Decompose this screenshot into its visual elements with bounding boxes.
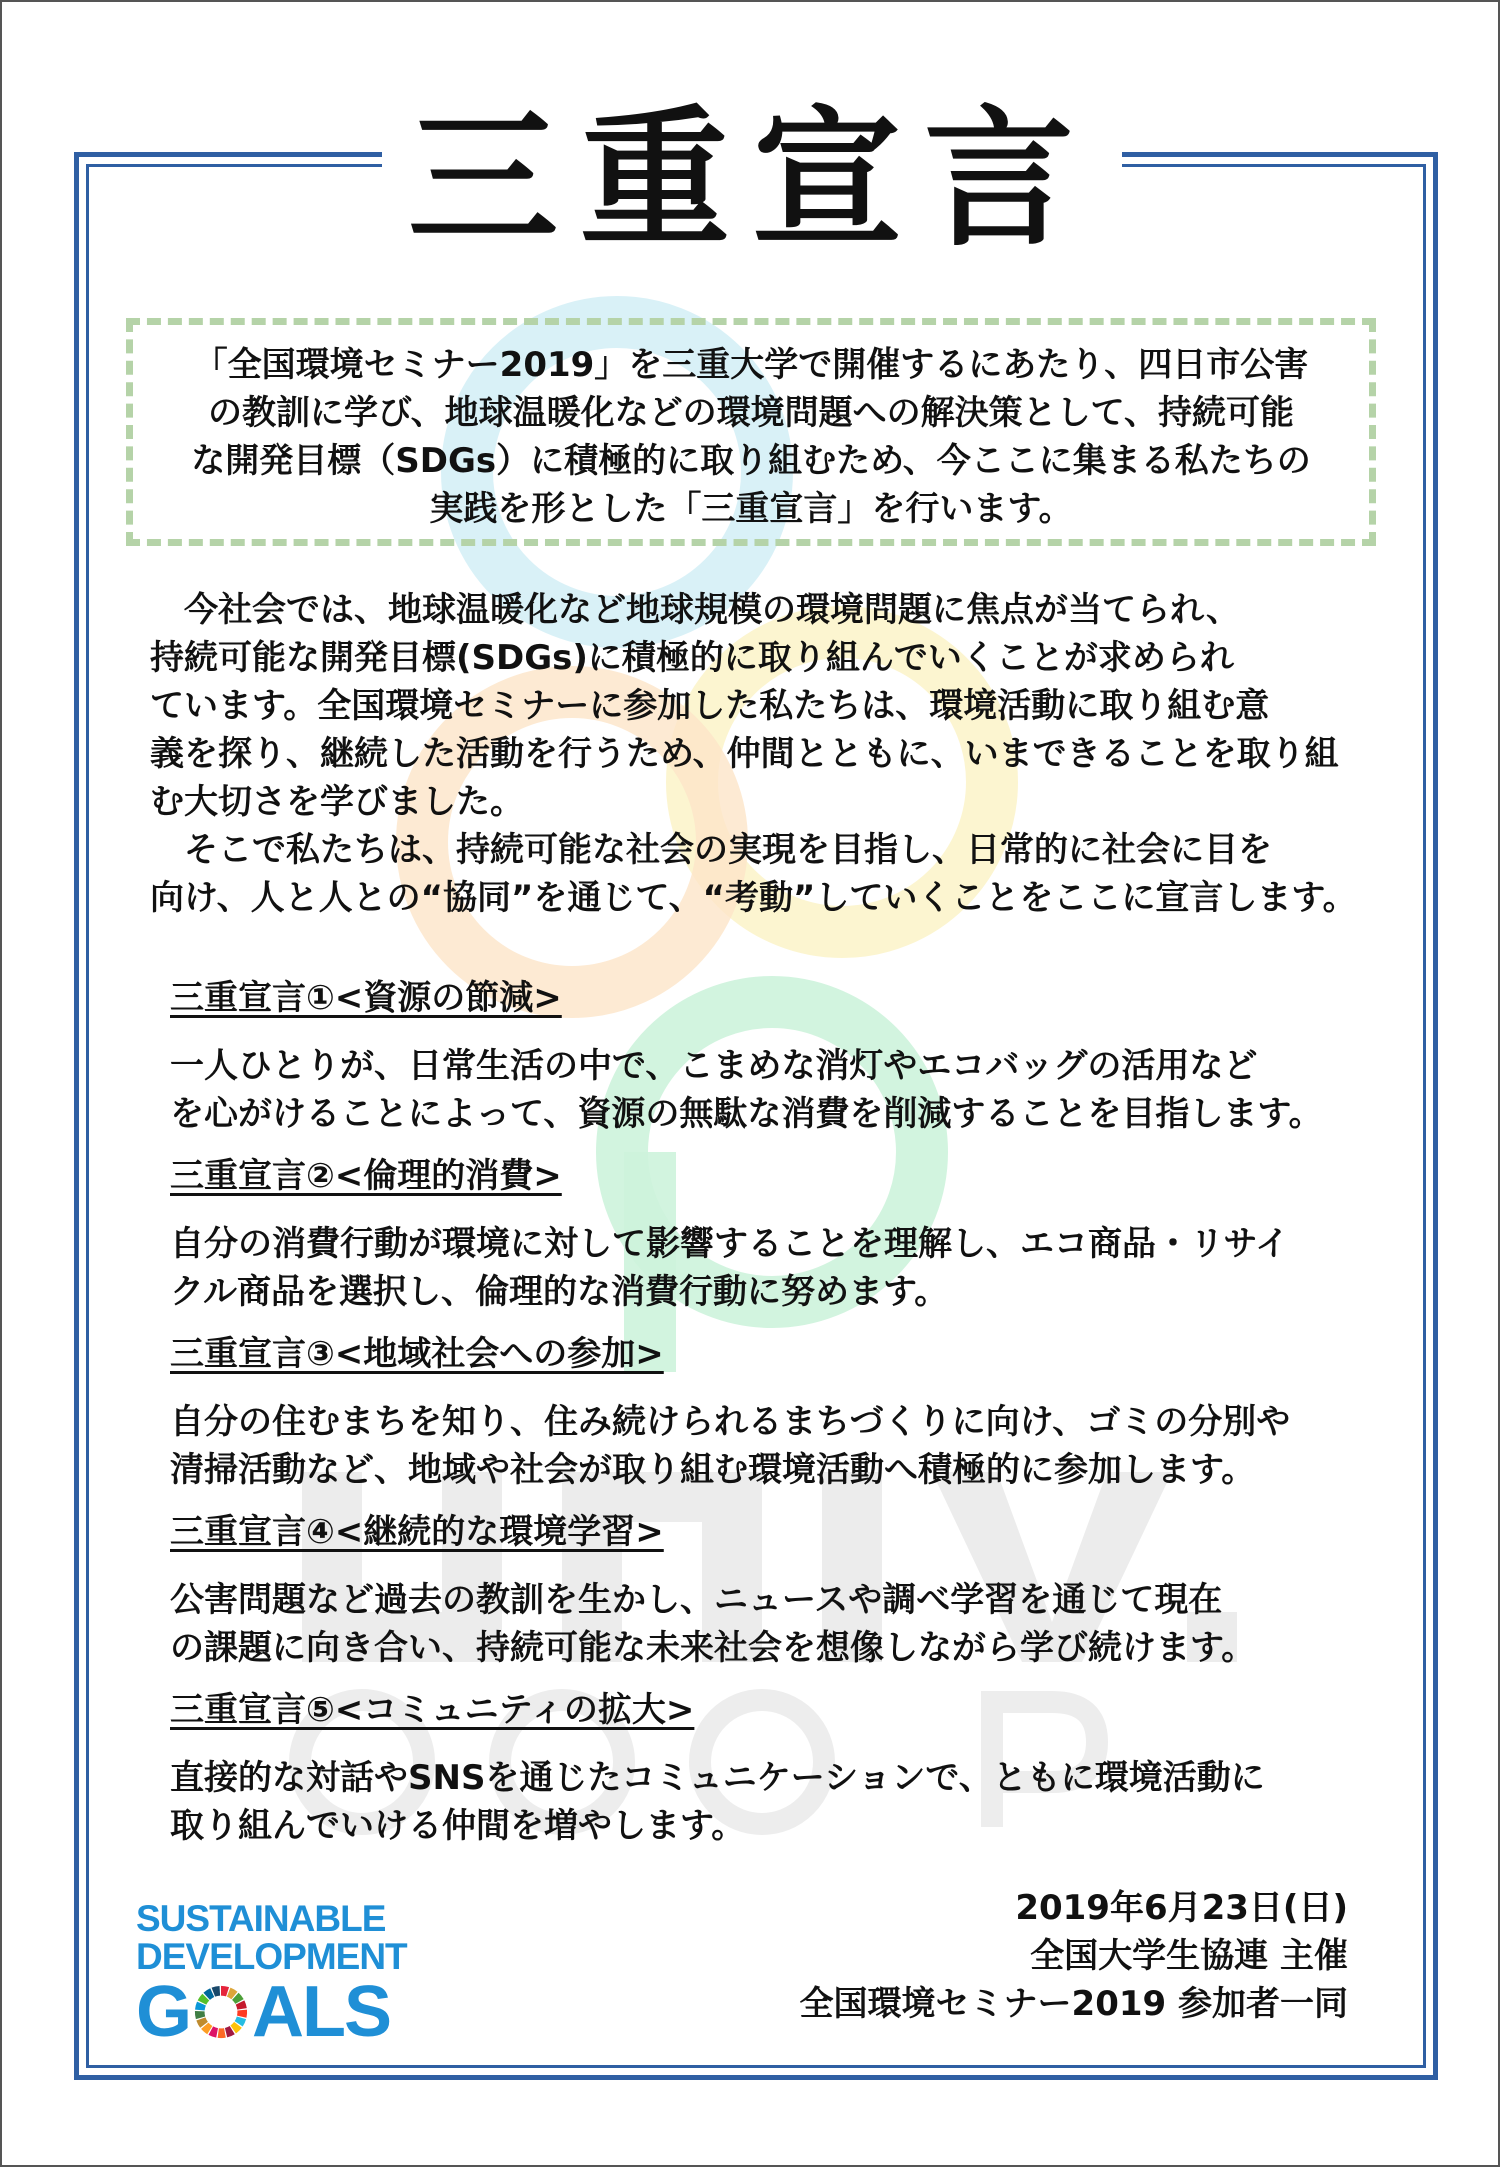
declaration-line: 一人ひとりが、日常生活の中で、こまめな消灯やエコバッグの活用など <box>170 1042 1360 1090</box>
declaration-5 <box>170 1686 1360 1850</box>
declaration-4 <box>170 1508 1360 1672</box>
sdg-wheel-segment <box>207 1993 213 1997</box>
declaration-line: 直接的な対話やSNSを通じたコミュニケーションで、ともに環境活動に <box>170 1754 1360 1802</box>
declaration-text <box>170 1754 1360 1850</box>
intro-line: な開発目標（SDGs）に積極的に取り組むため、今ここに集まる私たちの <box>157 437 1345 485</box>
declaration-line: を心がけることによって、資源の無駄な消費を削減することを目指します。 <box>170 1090 1360 1138</box>
declaration-text <box>170 1220 1360 1316</box>
signature-participants: 全国環境セミナー2019 参加者一同 <box>800 1980 1348 2028</box>
page-title: 三重宣言 <box>382 90 1122 270</box>
sdg-wheel-segment <box>226 2030 232 2033</box>
sdg-wheel-segment <box>239 2018 242 2024</box>
sdg-logo-line2: DEVELOPMENT <box>136 1938 406 1976</box>
signature-block <box>800 1884 1348 2028</box>
sdg-wheel-segment <box>202 1997 206 2002</box>
sdg-wheel-segment <box>200 2011 201 2018</box>
signature-date: 2019年6月23日(日) <box>800 1884 1348 1932</box>
sdg-wheel-icon <box>192 1983 250 2041</box>
body-line: 今社会では、地球温暖化など地球規模の環境問題に焦点が当てられ、 <box>150 586 1380 634</box>
sdg-wheel-segment <box>211 2031 217 2033</box>
sdg-logo <box>136 1900 406 2048</box>
body-line: そこで私たちは、持続可能な社会の実現を目指し、日常的に社会に目を <box>150 826 1380 874</box>
declaration-line: 公害問題など過去の教訓を生かし、ニュースや調べ学習を通じて現在 <box>170 1576 1360 1624</box>
sdg-logo-goals <box>136 1976 406 2048</box>
sdg-wheel-segment <box>205 2026 210 2030</box>
declaration-3 <box>170 1330 1360 1494</box>
body-line: 義を探り、継続した活動を行うため、仲間とともに、いまできることを取り組 <box>150 730 1380 778</box>
intro-line: の教訓に学び、地球温暖化などの環境問題への解決策として、持続可能 <box>157 389 1345 437</box>
sdg-wheel-segment <box>233 2025 238 2030</box>
sdg-wheel-segment <box>213 1991 220 1992</box>
declaration-heading: 三重宣言③<地域社会への参加> <box>170 1330 1360 1378</box>
intro-line: 実践を形とした「三重宣言」を行います。 <box>157 485 1345 533</box>
body-text <box>150 586 1380 922</box>
declaration-heading: 三重宣言⑤<コミュニティの拡大> <box>170 1686 1360 1734</box>
declaration-1 <box>170 974 1360 1138</box>
declaration-heading: 三重宣言②<倫理的消費> <box>170 1152 1360 1200</box>
sdg-wheel-segment <box>229 1992 235 1995</box>
body-line: む大切さを学びました。 <box>150 778 1380 826</box>
declaration-text <box>170 1042 1360 1138</box>
sdg-logo-als: ALS <box>252 1976 390 2048</box>
sdg-wheel-segment <box>242 2010 243 2017</box>
declaration-line: 清掃活動など、地域や社会が取り組む環境活動へ積極的に参加します。 <box>170 1446 1360 1494</box>
declaration-line: 自分の消費行動が環境に対して影響することを理解し、エコ商品・リサイ <box>170 1220 1360 1268</box>
sdg-wheel-segment <box>235 1996 239 2001</box>
declaration-line: の課題に向き合い、持続可能な未来社会を想像しながら学び続けます。 <box>170 1624 1360 1672</box>
declaration-line: クル商品を選択し、倫理的な消費行動に努めます。 <box>170 1268 1360 1316</box>
sdg-wheel-segment <box>240 2003 242 2009</box>
sdg-logo-line1: SUSTAINABLE <box>136 1900 406 1938</box>
body-line: 向け、人と人との“協同”を通じて、“考動”していくことをここに宣言します。 <box>150 874 1380 922</box>
declaration-text <box>170 1398 1360 1494</box>
sdg-wheel-segment <box>201 2019 204 2025</box>
body-paragraph-2 <box>150 826 1380 922</box>
sdg-logo-g: G <box>136 1976 190 2048</box>
declaration-heading: 三重宣言①<資源の節減> <box>170 974 1360 1022</box>
declaration-line: 取り組んでいける仲間を増やします。 <box>170 1802 1360 1850</box>
signature-organizer: 全国大学生協連 主催 <box>800 1932 1348 1980</box>
declaration-line: 自分の住むまちを知り、住み続けられるまちづくりに向け、ゴミの分別や <box>170 1398 1360 1446</box>
body-paragraph-1 <box>150 586 1380 826</box>
body-line: ています。全国環境セミナーに参加した私たちは、環境活動に取り組む意 <box>150 682 1380 730</box>
body-line: 持続可能な開発目標(SDGs)に積極的に取り組んでいくことが求められ <box>150 634 1380 682</box>
sdg-wheel-segment <box>221 1991 228 1992</box>
intro-line: 「全国環境セミナー2019」を三重大学で開催するにあたり、四日市公害 <box>157 341 1345 389</box>
declarations-list <box>170 974 1360 1864</box>
intro-box <box>126 318 1376 546</box>
declaration-text <box>170 1576 1360 1672</box>
declaration-heading: 三重宣言④<継続的な環境学習> <box>170 1508 1360 1556</box>
declaration-2 <box>170 1152 1360 1316</box>
sdg-wheel-segment <box>200 2004 202 2010</box>
